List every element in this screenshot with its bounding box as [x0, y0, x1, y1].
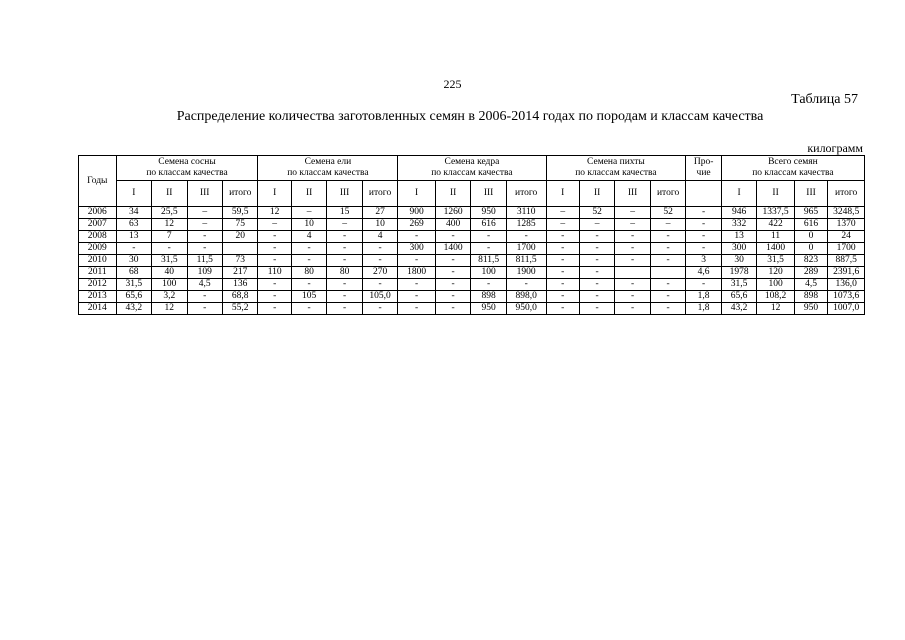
table-cell: - — [187, 243, 222, 255]
table-cell: 946 — [721, 207, 756, 219]
table-cell: 4 — [291, 231, 326, 243]
year-cell: 2013 — [79, 291, 117, 303]
table-cell: 289 — [794, 267, 827, 279]
header-subcell: II — [757, 181, 795, 207]
table-cell: - — [187, 291, 222, 303]
header-group-line2: по классам качества — [752, 168, 834, 178]
table-cell: 616 — [794, 219, 827, 231]
table-cell: 4,6 — [686, 267, 721, 279]
table-cell: - — [435, 291, 470, 303]
table-cell: - — [258, 243, 291, 255]
table-cell: – — [291, 207, 326, 219]
table-cell: - — [362, 255, 398, 267]
page-number: 225 — [443, 77, 462, 91]
table-row — [79, 303, 865, 315]
table-cell: - — [579, 279, 614, 291]
table-cell: - — [650, 279, 686, 291]
table-cell: - — [327, 303, 362, 315]
year-cell: 2011 — [79, 267, 117, 279]
table-cell: 0 — [794, 243, 827, 255]
header-group-line1: Семена кедра — [444, 157, 500, 167]
table-cell: 332 — [721, 219, 756, 231]
table-cell: - — [579, 267, 614, 279]
header-subcell: II — [152, 181, 187, 207]
table-cell: - — [398, 255, 436, 267]
table-cell: - — [291, 303, 326, 315]
header-subcell: III — [471, 181, 506, 207]
table-cell: – — [615, 207, 650, 219]
table-cell: 12 — [757, 303, 795, 315]
table-cell: 1700 — [828, 243, 865, 255]
table-cell: 136 — [222, 279, 258, 291]
header-subcell: II — [579, 181, 614, 207]
year-cell: 2010 — [79, 255, 117, 267]
table-cell: 24 — [828, 231, 865, 243]
table-cell: - — [152, 243, 187, 255]
table-cell: 1400 — [435, 243, 470, 255]
table-label: Таблица 57 — [791, 92, 858, 107]
units-label: килограмм — [807, 141, 863, 155]
year-cell: 2006 — [79, 207, 117, 219]
table-cell: - — [471, 279, 506, 291]
table-cell: 887,5 — [828, 255, 865, 267]
seed-table — [78, 155, 865, 315]
table-row — [79, 267, 865, 279]
year-cell: 2007 — [79, 219, 117, 231]
header-subcell: III — [794, 181, 827, 207]
table-cell: 0 — [794, 231, 827, 243]
header-subcell: I — [546, 181, 579, 207]
table-cell: - — [362, 279, 398, 291]
table-cell: - — [398, 231, 436, 243]
table-cell: – — [650, 219, 686, 231]
table-cell: 27 — [362, 207, 398, 219]
header-group — [398, 156, 546, 181]
table-cell: - — [650, 291, 686, 303]
table-cell: - — [546, 243, 579, 255]
table-cell: - — [258, 303, 291, 315]
table-cell: 75 — [222, 219, 258, 231]
table-cell: - — [258, 255, 291, 267]
table-cell: 270 — [362, 267, 398, 279]
table-cell: 52 — [579, 207, 614, 219]
header-subcell: III — [187, 181, 222, 207]
table-cell: – — [579, 219, 614, 231]
table-cell: - — [258, 279, 291, 291]
table-cell: - — [327, 291, 362, 303]
table-cell: 1,8 — [686, 303, 721, 315]
table-cell: - — [398, 291, 436, 303]
year-cell: 2008 — [79, 231, 117, 243]
table-cell: - — [686, 279, 721, 291]
table-cell: - — [546, 303, 579, 315]
table-cell: – — [615, 219, 650, 231]
header-subcell-empty — [686, 181, 721, 207]
header-subcell: II — [291, 181, 326, 207]
table-cell: - — [615, 279, 650, 291]
table-cell: - — [362, 243, 398, 255]
table-cell: 12 — [152, 303, 187, 315]
table-cell: 1007,0 — [828, 303, 865, 315]
table-cell: 11,5 — [187, 255, 222, 267]
table-cell: 823 — [794, 255, 827, 267]
table-row — [79, 255, 865, 267]
header-group — [116, 156, 258, 181]
table-cell — [615, 267, 650, 279]
table-cell: 59,5 — [222, 207, 258, 219]
table-cell: 1,8 — [686, 291, 721, 303]
table-row — [79, 291, 865, 303]
header-group — [686, 156, 721, 181]
table-cell: 950 — [471, 303, 506, 315]
table-cell: - — [471, 243, 506, 255]
header-group-line1: Семена пихты — [587, 157, 645, 167]
table-cell: - — [546, 231, 579, 243]
table-cell: 950,0 — [506, 303, 546, 315]
table-cell — [650, 267, 686, 279]
table-cell: 1260 — [435, 207, 470, 219]
table-cell: 1370 — [828, 219, 865, 231]
header-group-line1: Семена ели — [304, 157, 352, 167]
table-cell: 43,2 — [721, 303, 756, 315]
table-cell: - — [579, 243, 614, 255]
header-group-line1: Семена сосны — [158, 157, 216, 167]
header-group-line2: по классам качества — [287, 168, 369, 178]
table-cell: - — [291, 243, 326, 255]
table-cell: - — [435, 267, 470, 279]
table-cell: 269 — [398, 219, 436, 231]
table-cell: 31,5 — [721, 279, 756, 291]
table-cell: 12 — [152, 219, 187, 231]
table-cell: 80 — [327, 267, 362, 279]
table-cell: - — [187, 303, 222, 315]
table-cell: 4,5 — [794, 279, 827, 291]
table-cell: 136,0 — [828, 279, 865, 291]
table-cell: - — [398, 303, 436, 315]
table-cell: 1900 — [506, 267, 546, 279]
table-cell: - — [327, 231, 362, 243]
table-cell: – — [187, 207, 222, 219]
table-cell: 12 — [258, 207, 291, 219]
table-cell: - — [546, 267, 579, 279]
table-cell: - — [258, 291, 291, 303]
table-cell: 13 — [721, 231, 756, 243]
table-cell: 100 — [757, 279, 795, 291]
table-cell: - — [362, 303, 398, 315]
header-group-line1: Про- — [693, 157, 714, 167]
header-subcell: итого — [828, 181, 865, 207]
table-cell: - — [579, 255, 614, 267]
table-cell: 65,6 — [116, 291, 151, 303]
table-cell: 11 — [757, 231, 795, 243]
table-cell: 3 — [686, 255, 721, 267]
header-subcell: I — [398, 181, 436, 207]
table-cell: 811,5 — [506, 255, 546, 267]
header-group-line2: по классам качества — [146, 168, 228, 178]
table-cell: 1978 — [721, 267, 756, 279]
header-subcell: II — [435, 181, 470, 207]
header-subcell: I — [116, 181, 151, 207]
table-cell: - — [615, 291, 650, 303]
header-subcell: III — [615, 181, 650, 207]
table-cell: - — [650, 243, 686, 255]
table-cell: 34 — [116, 207, 151, 219]
table-cell: 616 — [471, 219, 506, 231]
table-cell: 965 — [794, 207, 827, 219]
table-cell: 10 — [362, 219, 398, 231]
table-cell: - — [291, 279, 326, 291]
table-cell: 110 — [258, 267, 291, 279]
table-cell: - — [471, 231, 506, 243]
table-cell: – — [546, 219, 579, 231]
table-cell: 108,2 — [757, 291, 795, 303]
table-cell: 73 — [222, 255, 258, 267]
table-cell: - — [615, 231, 650, 243]
table-cell: 65,6 — [721, 291, 756, 303]
table-cell: 31,5 — [116, 279, 151, 291]
year-cell: 2012 — [79, 279, 117, 291]
header-group-line2: чие — [696, 168, 711, 178]
table-title: Распределение количества заготовленных семян в 2006-2014 годах по породам и классам качества — [176, 109, 764, 124]
table-row — [79, 219, 865, 231]
table-cell: 31,5 — [152, 255, 187, 267]
table-row — [79, 207, 865, 219]
table-cell: - — [506, 231, 546, 243]
table-cell: - — [579, 231, 614, 243]
table-cell: 63 — [116, 219, 151, 231]
header-group — [721, 156, 864, 181]
table-cell: 30 — [116, 255, 151, 267]
table-cell: – — [187, 219, 222, 231]
table-cell: 1337,5 — [757, 207, 795, 219]
table-cell: 1700 — [506, 243, 546, 255]
table-cell: – — [327, 219, 362, 231]
table-cell: 1400 — [757, 243, 795, 255]
table-cell: 1800 — [398, 267, 436, 279]
table-cell: 20 — [222, 231, 258, 243]
table-cell: 4 — [362, 231, 398, 243]
table-cell: 950 — [471, 207, 506, 219]
table-cell: 31,5 — [757, 255, 795, 267]
table-cell: 25,5 — [152, 207, 187, 219]
table-cell: - — [327, 243, 362, 255]
header-subcell: итого — [506, 181, 546, 207]
table-cell: - — [686, 231, 721, 243]
header-group-line2: по классам качества — [575, 168, 657, 178]
table-cell: 105,0 — [362, 291, 398, 303]
table-cell: 120 — [757, 267, 795, 279]
table-cell: 52 — [650, 207, 686, 219]
table-cell: 109 — [187, 267, 222, 279]
header-subcell: I — [258, 181, 291, 207]
table-cell: 300 — [398, 243, 436, 255]
table-cell: - — [579, 291, 614, 303]
header-subcell: итого — [650, 181, 686, 207]
table-cell: 40 — [152, 267, 187, 279]
header-group-line2: по классам качества — [431, 168, 513, 178]
table-cell: 13 — [116, 231, 151, 243]
table-cell: - — [435, 279, 470, 291]
header-subcell: итого — [222, 181, 258, 207]
table-cell: 3110 — [506, 207, 546, 219]
table-cell: 217 — [222, 267, 258, 279]
table-cell: 68 — [116, 267, 151, 279]
table-cell: 15 — [327, 207, 362, 219]
table-cell: - — [546, 279, 579, 291]
table-cell: 7 — [152, 231, 187, 243]
table-cell — [222, 243, 258, 255]
table-cell: - — [435, 303, 470, 315]
table-cell: 4,5 — [187, 279, 222, 291]
table-cell: 80 — [291, 267, 326, 279]
header-subcell: III — [327, 181, 362, 207]
table-cell: 811,5 — [471, 255, 506, 267]
table-cell: 400 — [435, 219, 470, 231]
table-cell: - — [615, 255, 650, 267]
table-row — [79, 279, 865, 291]
table-cell: 950 — [794, 303, 827, 315]
table-cell: 3248,5 — [828, 207, 865, 219]
table-row — [79, 243, 865, 255]
table-cell: - — [686, 243, 721, 255]
header-subcell: итого — [362, 181, 398, 207]
table-cell: - — [579, 303, 614, 315]
table-cell: 900 — [398, 207, 436, 219]
table-cell: 10 — [291, 219, 326, 231]
table-cell: - — [398, 279, 436, 291]
table-cell: 30 — [721, 255, 756, 267]
table-cell: 898,0 — [506, 291, 546, 303]
table-row — [79, 231, 865, 243]
table-cell: 68,8 — [222, 291, 258, 303]
table-cell: 1073,6 — [828, 291, 865, 303]
table-cell: - — [686, 207, 721, 219]
table-cell: - — [435, 255, 470, 267]
table-cell: - — [506, 279, 546, 291]
header-group-line1: Всего семян — [768, 157, 818, 167]
table-cell: – — [546, 207, 579, 219]
table-cell: 898 — [471, 291, 506, 303]
table-cell: - — [615, 303, 650, 315]
table-cell: – — [258, 219, 291, 231]
header-subcell: I — [721, 181, 756, 207]
table-cell: 100 — [471, 267, 506, 279]
table-cell: - — [546, 255, 579, 267]
table-cell: 422 — [757, 219, 795, 231]
header-group — [546, 156, 686, 181]
table-cell: - — [327, 255, 362, 267]
year-cell: 2014 — [79, 303, 117, 315]
table-cell: 55,2 — [222, 303, 258, 315]
table-cell: 100 — [152, 279, 187, 291]
table-cell: 43,2 — [116, 303, 151, 315]
table-cell: 105 — [291, 291, 326, 303]
table-cell: - — [650, 231, 686, 243]
table-cell: - — [258, 231, 291, 243]
table-cell: - — [116, 243, 151, 255]
table-cell: - — [291, 255, 326, 267]
table-cell: 1285 — [506, 219, 546, 231]
table-cell: 300 — [721, 243, 756, 255]
table-cell: 898 — [794, 291, 827, 303]
header-group — [258, 156, 398, 181]
table-cell: 2391,6 — [828, 267, 865, 279]
table-cell: - — [546, 291, 579, 303]
table-cell: 3,2 — [152, 291, 187, 303]
table-cell: - — [650, 303, 686, 315]
table-cell: - — [615, 243, 650, 255]
table-cell: - — [327, 279, 362, 291]
table-cell: - — [686, 219, 721, 231]
table-cell: - — [187, 231, 222, 243]
table-cell: - — [435, 231, 470, 243]
year-cell: 2009 — [79, 243, 117, 255]
header-years: Годы — [79, 156, 117, 207]
table-cell: - — [650, 255, 686, 267]
